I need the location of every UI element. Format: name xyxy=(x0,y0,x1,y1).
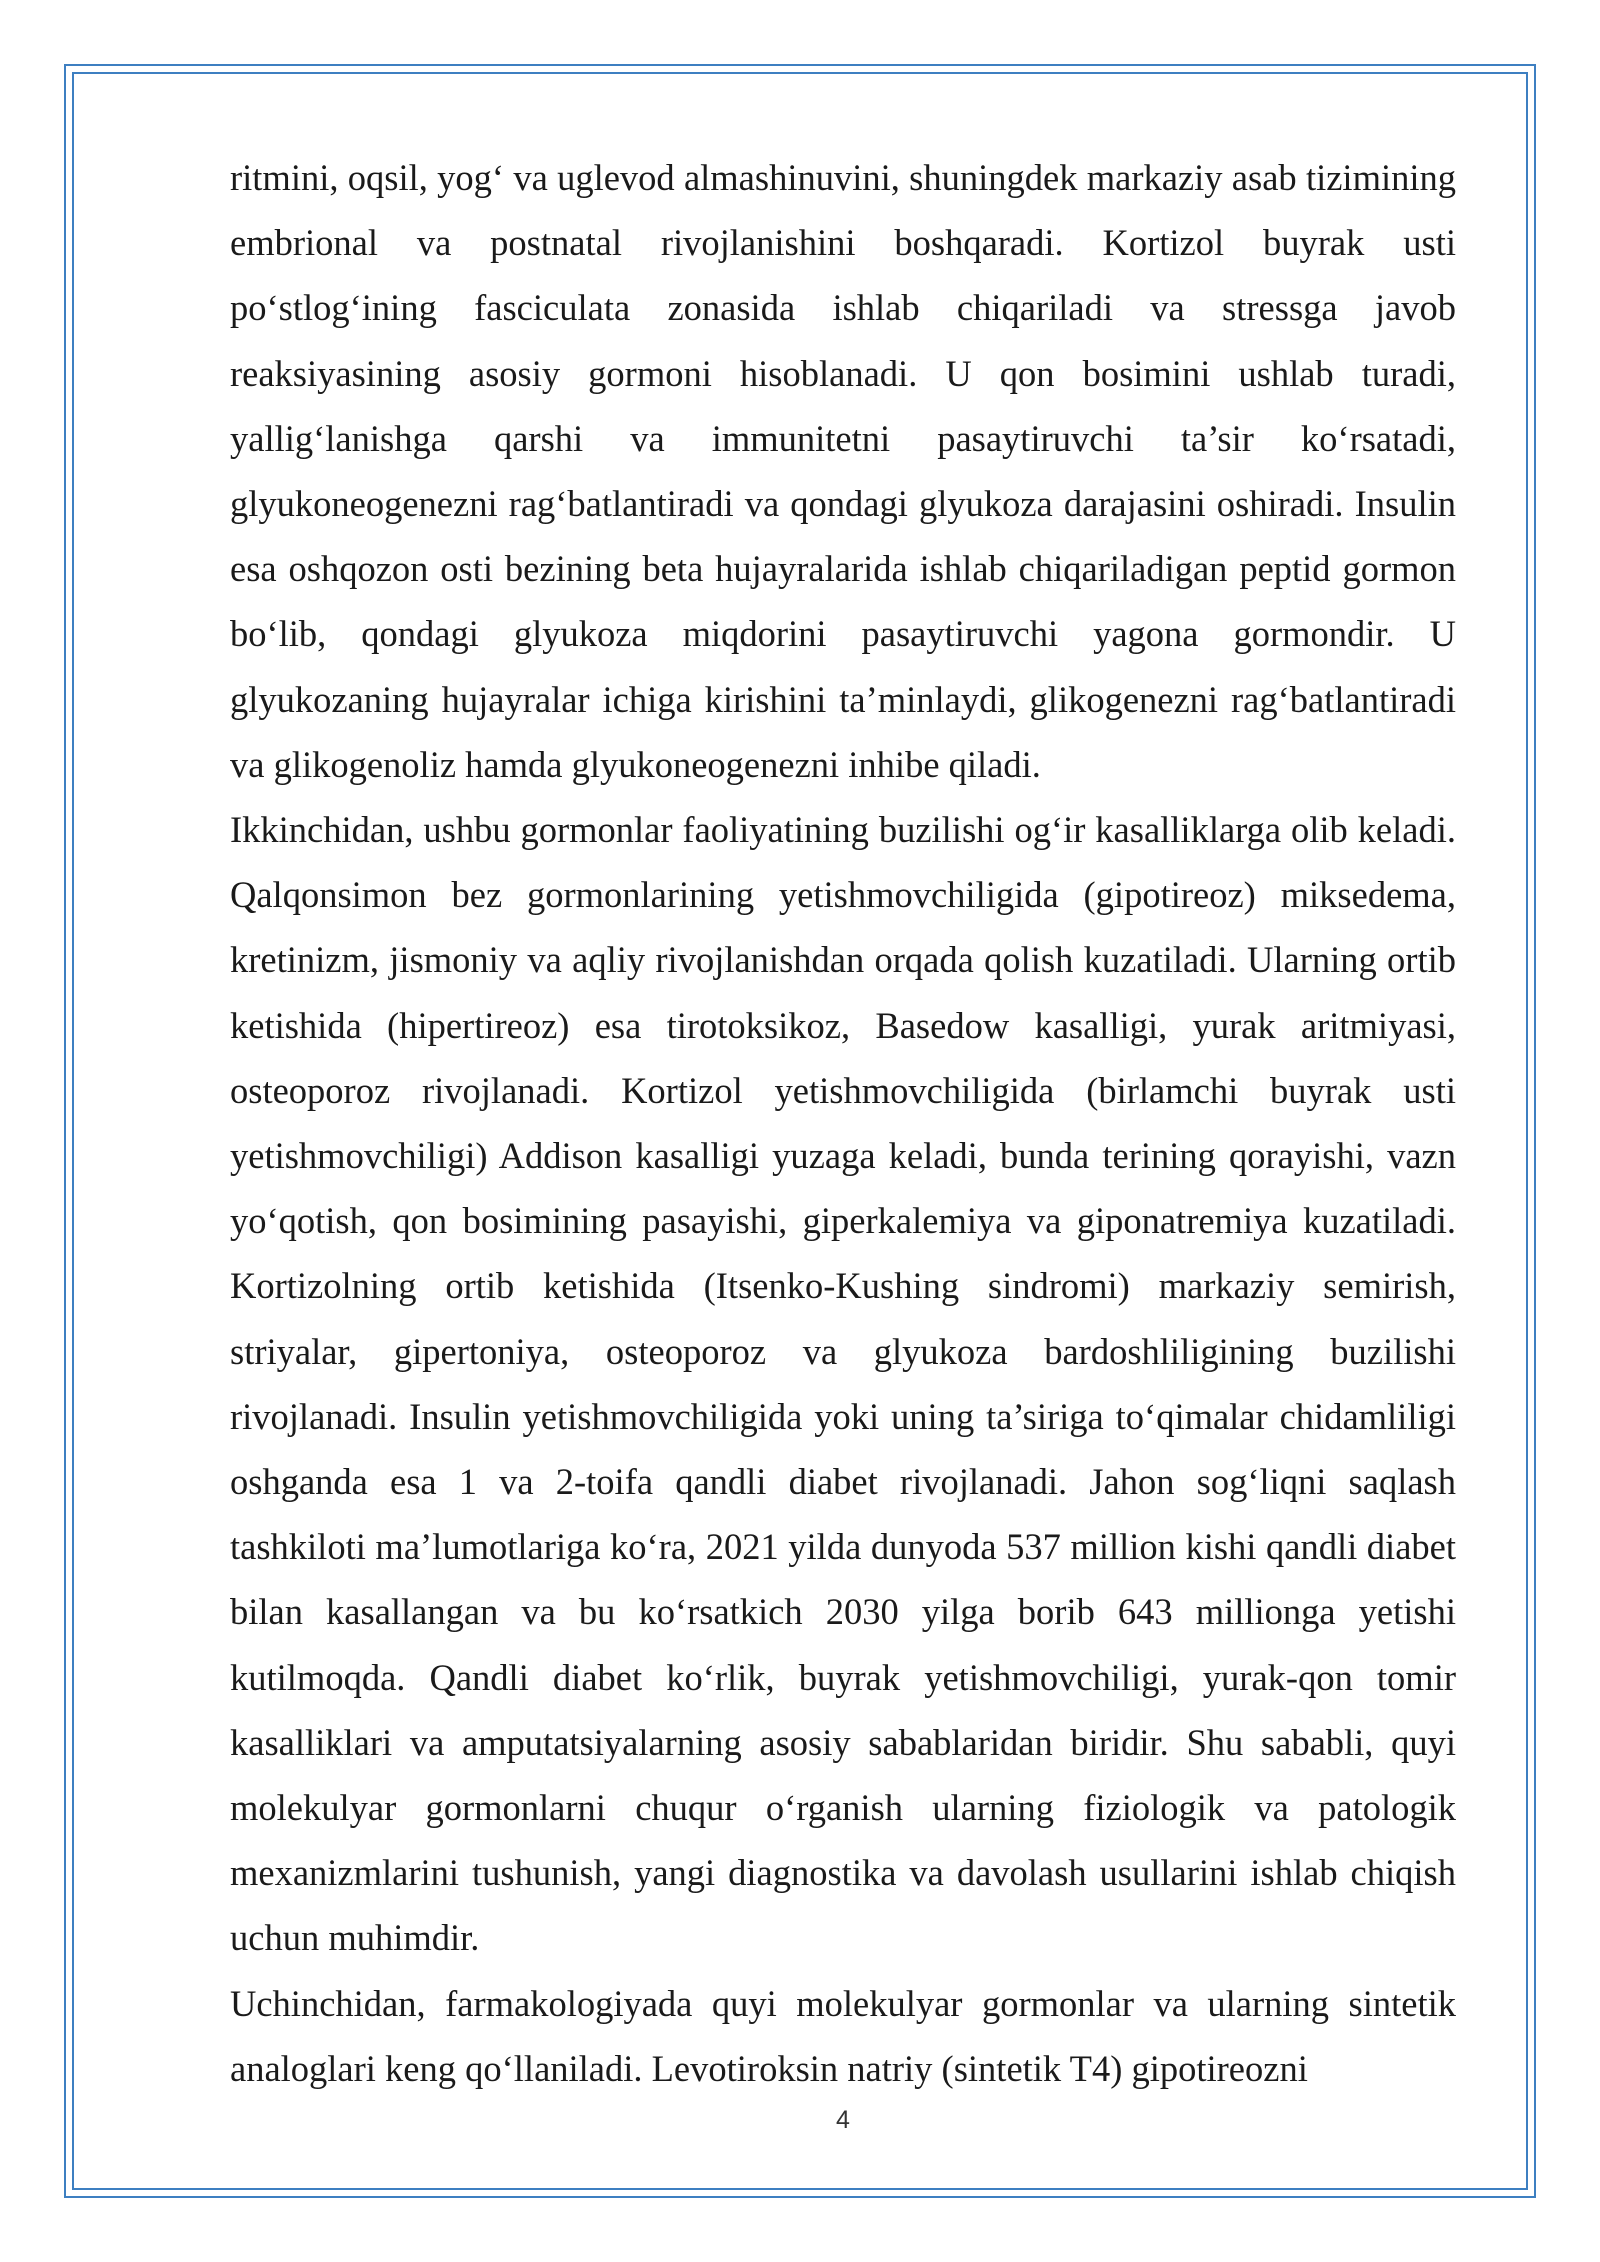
paragraph-3: Uchinchidan, farmakologiyada quyi molekulyar gormonlar va ularning sintetik analoglari keng qo‘llaniladi. Levotiroksin natriy (sintetik T4) gipotireozni xyxy=(230,1982,1456,2089)
page-number: 4 xyxy=(836,2106,850,2134)
paragraph-2: Ikkinchidan, ushbu gormonlar faoliyatining buzilishi og‘ir kasalliklarga olib keladi. Qalqonsimon bez gormonlarining yetishmovchiligida (gipotireoz) miksedema, kretinizm, jismoniy va aqliy rivojlanishdan orqada qolish kuzatiladi. Ularning ortib ketishida (hipertireoz) esa tirotoksikoz, Basedow kasalligi, yurak aritmiyasi, osteoporoz rivojlanadi. Kortizol yetishmovchiligida (birlamchi buyrak usti yetishmovchiligi) Addison kasalligi yuzaga keladi, bunda terining qorayishi, vazn yo‘qotish, qon bosimining pasayishi, giperkalemiya va giponatremiya kuzatiladi. Kortizolning ortib ketishida (Itsenko-Kushing sindromi) markaziy semirish, striyalar, gipertoniya, osteoporoz va glyukoza bardoshliligining buzilishi rivojlanadi. Insulin yetishmovchiligida yoki uning ta’siriga to‘qimalar chidamliligi oshganda esa 1 va 2-toifa qandli diabet rivojlanadi. Jahon sog‘liqni saqlash tashkiloti ma’lumotlariga ko‘ra, 2021 yilda dunyoda 537 million kishi qandli diabet bilan kasallangan va bu ko‘rsatkich 2030 yilga borib 643 millionga yetishi kutilmoqda. Qandli diabet ko‘rlik, buyrak yetishmovchiligi, yurak-qon tomir kasalliklari va amputatsiyalarning asosiy sabablaridan biridir. Shu sababli, quyi molekulyar gormonlarni chuqur o‘rganish ularning fiziologik va patologik mexanizmlarini tushunish, yangi diagnostika va davolash usullarini ishlab chiqish uchun muhimdir. xyxy=(230,809,1456,1959)
document-body xyxy=(230,145,1456,2101)
paragraph-1: ritmini, oqsil, yog‘ va uglevod almashinuvini, shuningdek markaziy asab tizimining embrional va postnatal rivojlanishini boshqaradi. Kortizol buyrak usti po‘stlog‘ining fasciculata zonasida ishlab chiqariladi va stressga javob reaksiyasining asosiy gormoni hisoblanadi. U qon bosimini ushlab turadi, yallig‘lanishga qarshi va immunitetni pasaytiruvchi ta’sir ko‘rsatadi, glyukoneogenezni rag‘batlantiradi va qondagi glyukoza darajasini oshiradi. Insulin esa oshqozon osti bezining beta hujayralarida ishlab chiqariladigan peptid gormon bo‘lib, qondagi glyukoza miqdorini pasaytiruvchi yagona gormondir. U glyukozaning hujayralar ichiga kirishini ta’minlaydi, glikogenezni rag‘batlantiradi va glikogenoliz hamda glyukoneogenezni inhibe qiladi. xyxy=(230,157,1456,785)
